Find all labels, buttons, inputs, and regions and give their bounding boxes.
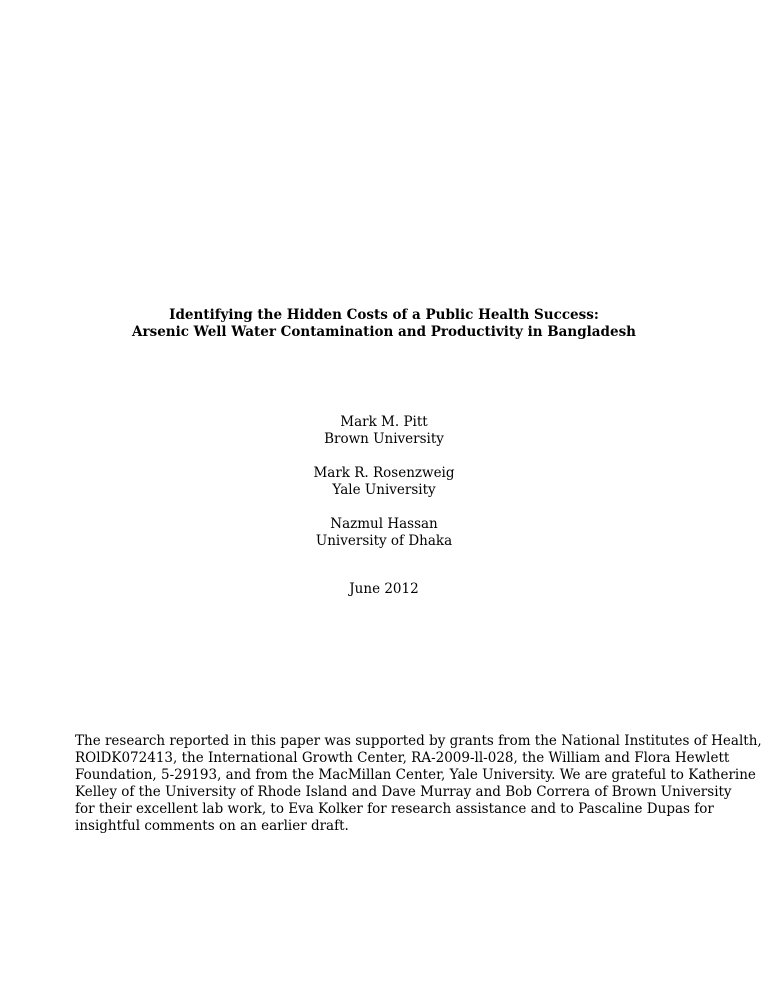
- publication-date: June 2012: [349, 581, 419, 597]
- acknowledgment-line: for their excellent lab work, to Eva Kolker for research assistance and to Pascaline Dupas for: [75, 801, 714, 817]
- author-affiliation: Brown University: [324, 431, 444, 447]
- author-name: Mark R. Rosenzweig: [313, 465, 455, 481]
- author-affiliation: Yale University: [332, 482, 436, 498]
- title-line-1: Identifying the Hidden Costs of a Public Health Success:: [169, 307, 599, 323]
- paper-title: [0, 307, 768, 341]
- author-affiliation: University of Dhaka: [315, 533, 453, 549]
- author-block: [0, 414, 768, 448]
- author-name: Mark M. Pitt: [340, 414, 428, 430]
- acknowledgment-line: insightful comments on an earlier draft.: [75, 818, 349, 834]
- author-block: [0, 516, 768, 550]
- author-list: [0, 414, 768, 567]
- acknowledgment-line: The research reported in this paper was supported by grants from the National Institutes of Health,: [75, 733, 762, 749]
- author-name: Nazmul Hassan: [330, 516, 438, 532]
- acknowledgment-line: Kelley of the University of Rhode Island and Dave Murray and Bob Correra of Brown University: [75, 784, 732, 800]
- acknowledgment-paragraph: [75, 733, 762, 835]
- acknowledgment-line: Foundation, 5-29193, and from the MacMillan Center, Yale University. We are grateful to Katherine: [75, 767, 756, 783]
- acknowledgment-line: ROlDK072413, the International Growth Center, RA-2009-ll-028, the William and Flora Hewlett: [75, 750, 730, 766]
- title-line-2: Arsenic Well Water Contamination and Productivity in Bangladesh: [132, 324, 636, 340]
- author-block: [0, 465, 768, 499]
